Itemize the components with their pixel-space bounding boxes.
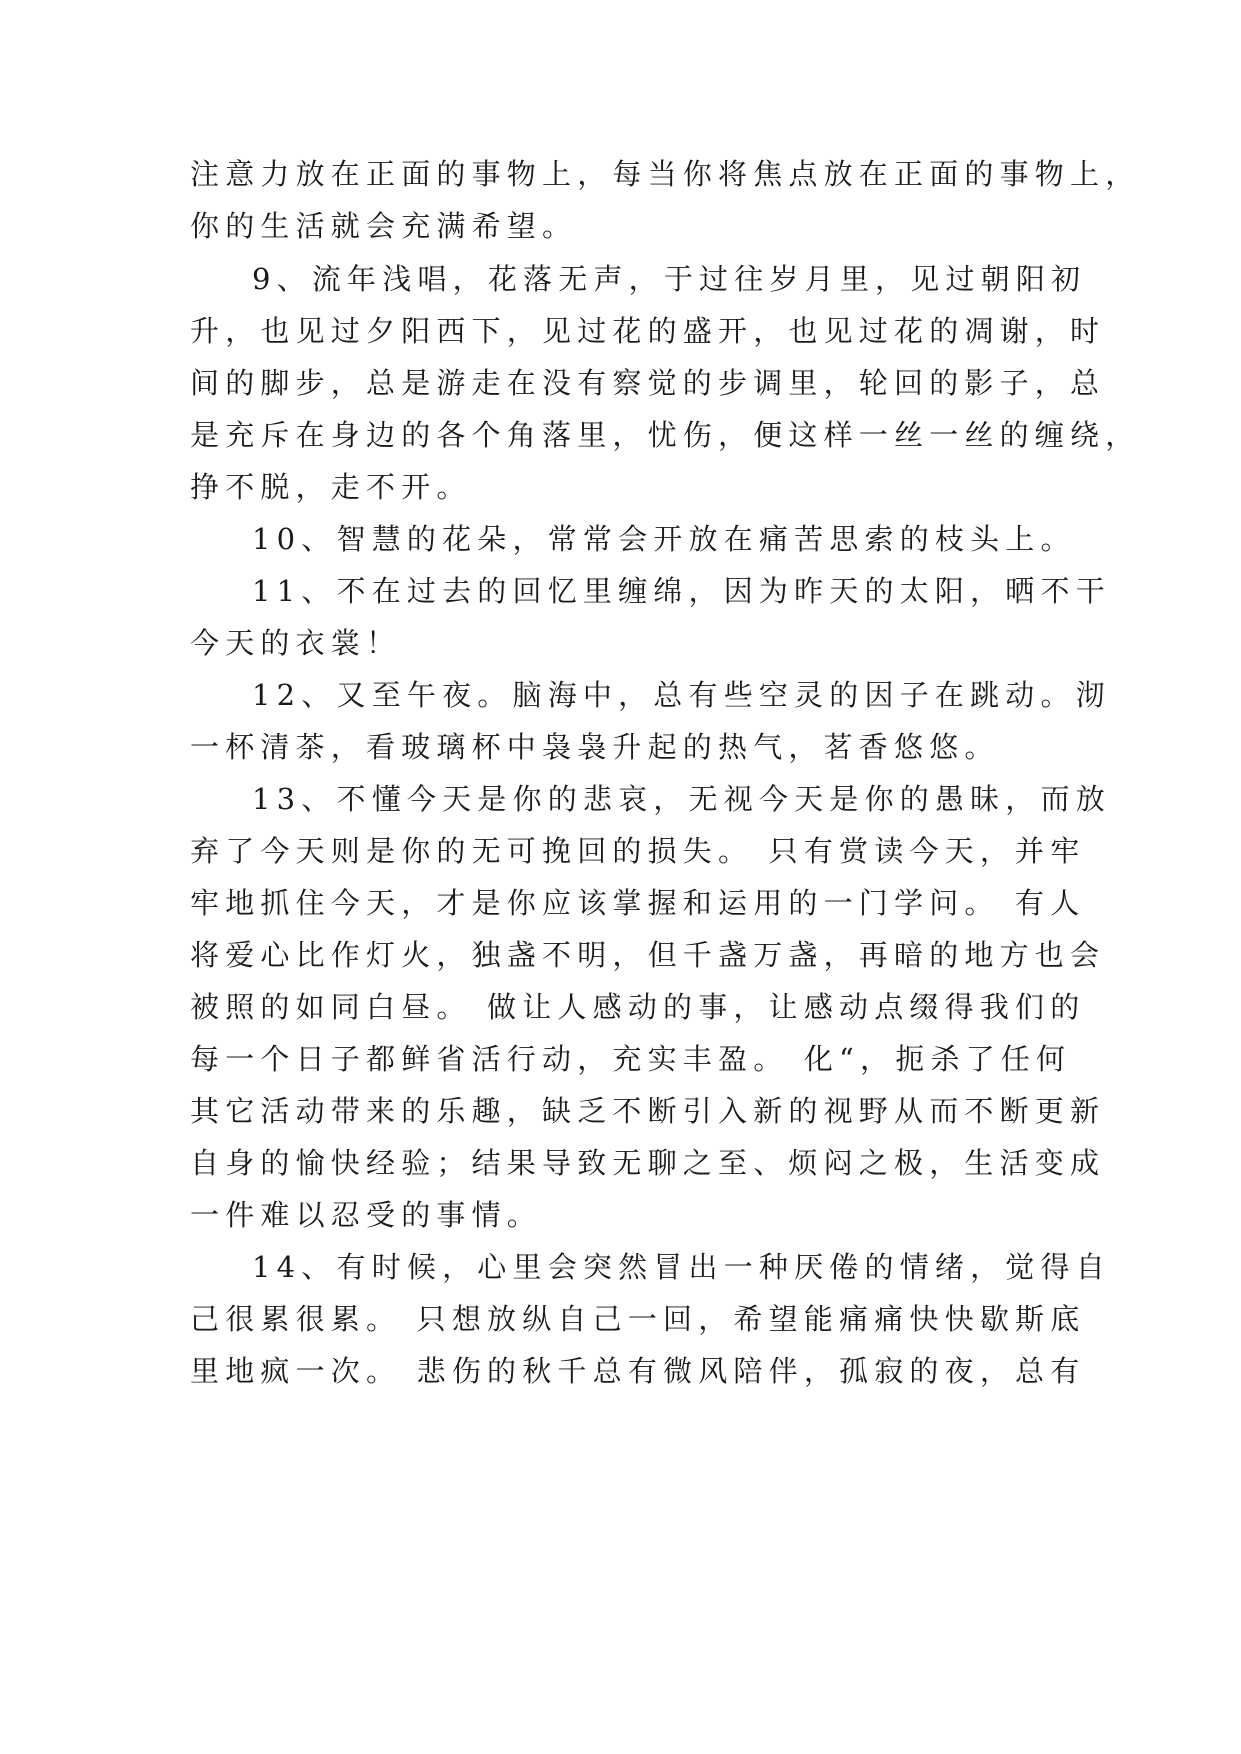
- paragraph-10-start: 10、智慧的花朵，常常会开放在痛苦思索的枝头上。: [252, 522, 1076, 556]
- paragraph-13-start: 13、不懂今天是你的悲哀，无视今天是你的愚昧，而放: [252, 782, 1111, 816]
- text-line: 间的脚步，总是游走在没有察觉的步调里，轮回的影子，总: [190, 366, 1106, 400]
- text-line: 今天的衣裳！: [190, 626, 402, 660]
- text-line: 你的生活就会充满希望。: [190, 209, 578, 243]
- text-line: 每一个日子都鲜省活行动，充实丰盈。 化“，扼杀了任何: [190, 1042, 1072, 1076]
- text-line: 将爱心比作灯火，独盏不明，但千盏万盏，再暗的地方也会: [190, 938, 1106, 972]
- text-line: 一杯清茶，看玻璃杯中袅袅升起的热气，茗香悠悠。: [190, 730, 1000, 764]
- text-line: 升，也见过夕阳西下，见过花的盛开，也见过花的凋谢，时: [190, 314, 1106, 348]
- text-line: 被照的如同白昼。 做让人感动的事，让感动点缀得我们的: [190, 990, 1086, 1024]
- text-line: 挣不脱，走不开。: [190, 470, 472, 504]
- text-line: 一件难以忍受的事情。: [190, 1198, 543, 1232]
- text-line: 是充斥在身边的各个角落里，忧伤，便这样一丝一丝的缠绕，: [190, 418, 1141, 452]
- text-line: 牢地抓住今天，才是你应该掌握和运用的一门学问。 有人: [190, 886, 1086, 920]
- text-line: 其它活动带来的乐趣，缺乏不断引入新的视野从而不断更新: [190, 1094, 1106, 1128]
- text-line: 己很累很累。 只想放纵自己一回，希望能痛痛快快歇斯底: [190, 1302, 1086, 1336]
- text-line: 自身的愉快经验；结果导致无聊之至、烦闷之极，生活变成: [190, 1146, 1106, 1180]
- text-line: 弃了今天则是你的无可挽回的损失。 只有赏读今天，并牢: [190, 834, 1086, 868]
- paragraph-9-start: 9、流年浅唱，花落无声，于过往岁月里，见过朝阳初: [252, 262, 1087, 296]
- paragraph-11-start: 11、不在过去的回忆里缠绵，因为昨天的太阳，晒不干: [252, 574, 1111, 608]
- paragraph-14-start: 14、有时候，心里会突然冒出一种厌倦的情绪，觉得自: [252, 1250, 1111, 1284]
- text-line: 注意力放在正面的事物上，每当你将焦点放在正面的事物上，: [190, 157, 1141, 191]
- text-line: 里地疯一次。 悲伤的秋千总有微风陪伴，孤寂的夜，总有: [190, 1354, 1086, 1388]
- paragraph-12-start: 12、又至午夜。脑海中，总有些空灵的因子在跳动。沏: [252, 678, 1111, 712]
